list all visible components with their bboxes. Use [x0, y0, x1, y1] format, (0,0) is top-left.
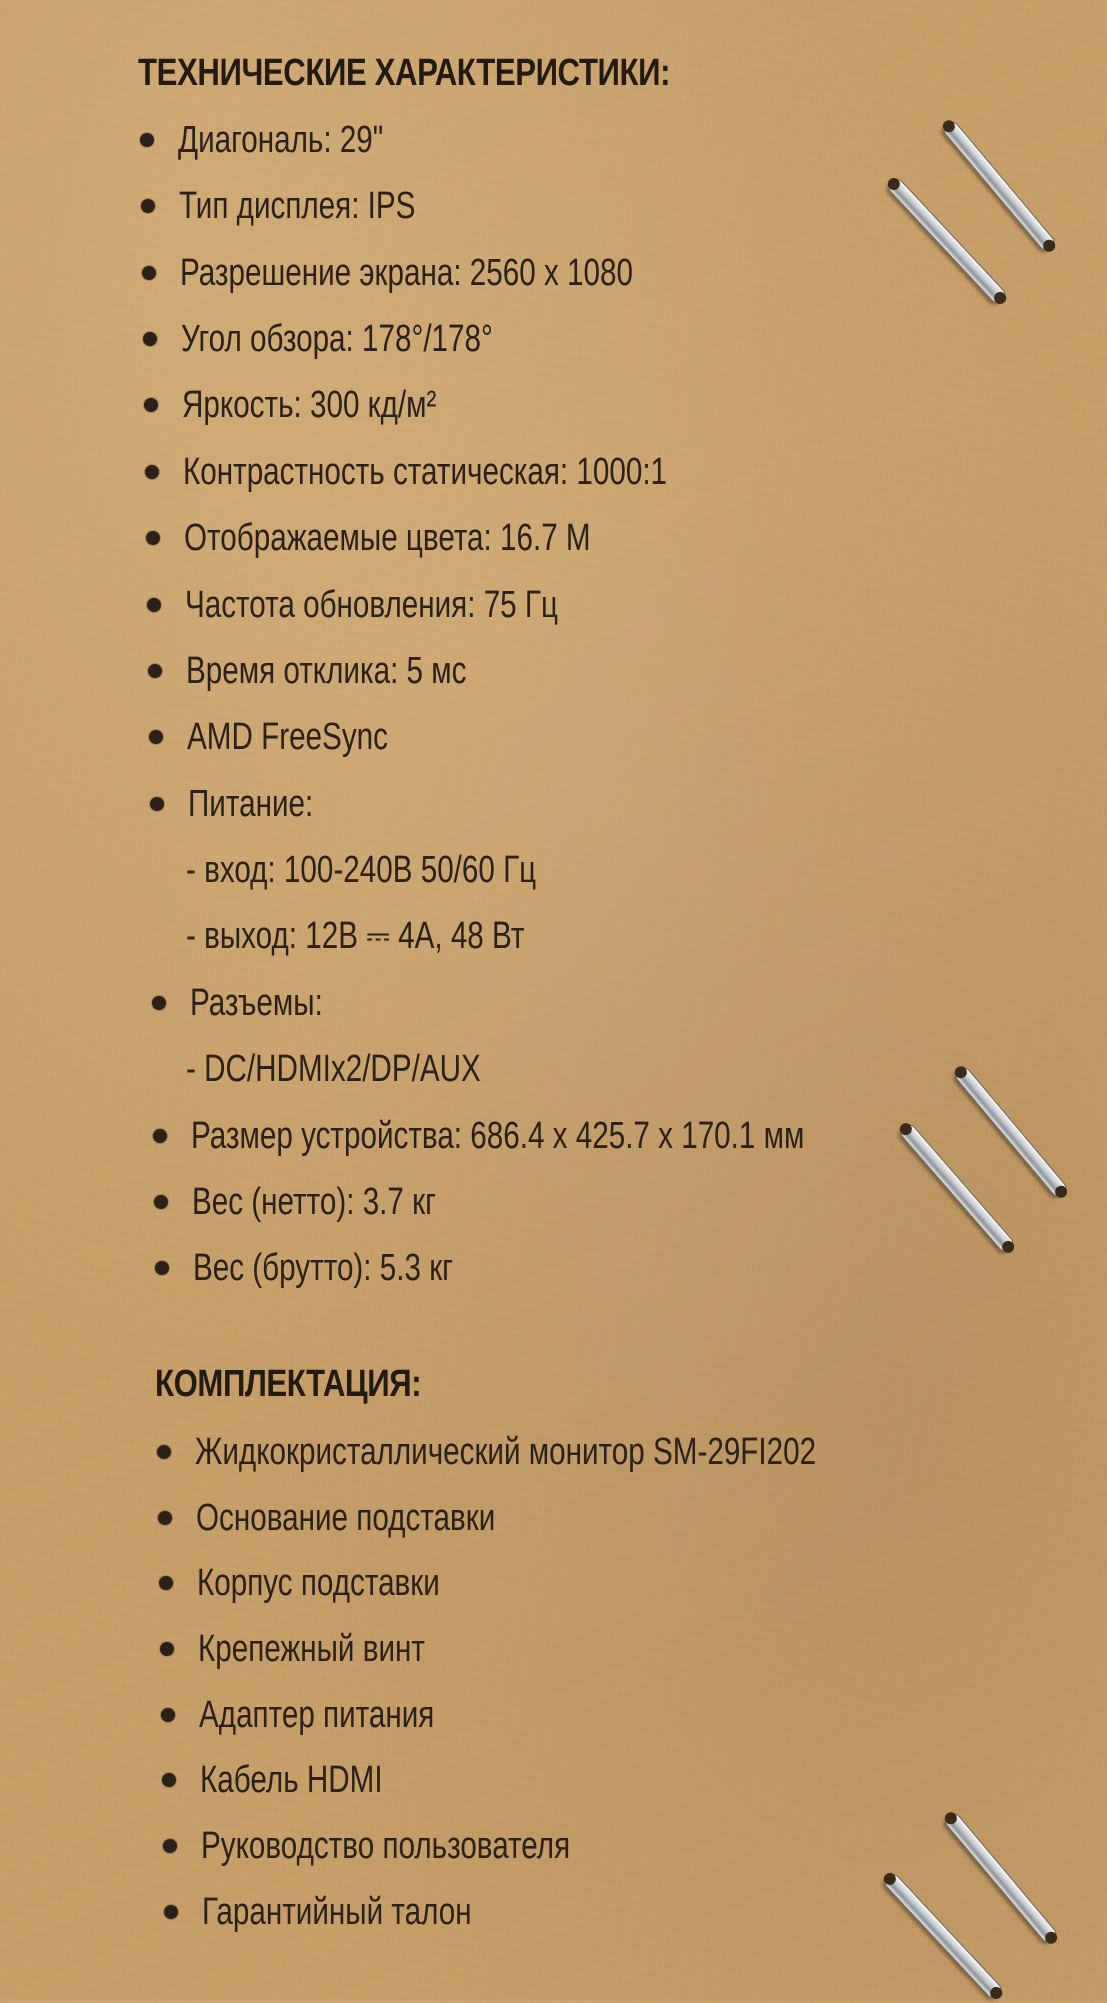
- bullet-icon: [148, 664, 162, 678]
- staple-icon: [943, 1811, 1059, 1945]
- package-item-label: Жидкокристаллический монитор SM-29FI202: [195, 1431, 817, 1473]
- bullet-icon: [155, 1261, 169, 1275]
- bullet-icon: [144, 398, 158, 412]
- spec-item-label: Время отклика: 5 мс: [186, 650, 467, 692]
- spec-item-label: Размер устройства: 686.4 х 425.7 х 170.1 мм: [191, 1115, 805, 1157]
- spec-item-label: Питание:: [188, 783, 314, 825]
- bullet-icon: [164, 1905, 178, 1919]
- bullet-icon: [142, 266, 156, 280]
- bullet-icon: [157, 1445, 171, 1459]
- staple-icon: [898, 1122, 1016, 1255]
- package-heading: КОМПЛЕКТАЦИЯ:: [155, 1363, 422, 1405]
- package-item-label: Корпус подставки: [197, 1562, 440, 1604]
- package-item-label: Кабель HDMI: [200, 1759, 383, 1801]
- spec-item-label: - вход: 100-240В 50/60 Гц: [186, 849, 537, 891]
- bullet-icon: [150, 797, 164, 811]
- staple-icon: [886, 176, 1008, 305]
- spec-item-label: Отображаемые цвета: 16.7 М: [184, 517, 591, 559]
- staple-icon: [953, 1065, 1069, 1199]
- bullet-icon: [149, 730, 163, 744]
- package-item-label: Гарантийный талон: [202, 1891, 472, 1933]
- spec-item-label: Разъемы:: [190, 982, 323, 1024]
- specs-heading: ТЕХНИЧЕСКИЕ ХАРАКТЕРИСТИКИ:: [138, 52, 671, 94]
- package-item-label: Адаптер питания: [199, 1694, 435, 1736]
- spec-item-label: Частота обновления: 75 Гц: [185, 584, 558, 626]
- package-item-label: Руководство пользователя: [201, 1825, 571, 1867]
- spec-item-label: Контрастность статическая: 1000:1: [183, 451, 668, 493]
- bullet-icon: [143, 332, 157, 346]
- spec-item-label: Яркость: 300 кд/м²: [182, 384, 437, 426]
- spec-item-label: Тип дисплея: IPS: [179, 185, 416, 227]
- spec-item-label: Вес (нетто): 3.7 кг: [192, 1181, 436, 1223]
- bullet-icon: [161, 1708, 175, 1722]
- package-item-label: Основание подставки: [196, 1497, 496, 1539]
- bullet-icon: [160, 1642, 174, 1656]
- bullet-icon: [158, 1511, 172, 1525]
- bullet-icon: [147, 598, 161, 612]
- spec-item-label: Угол обзора: 178°/178°: [181, 318, 493, 360]
- bullet-icon: [153, 1129, 167, 1143]
- bullet-icon: [141, 199, 155, 213]
- package-item-label: Крепежный винт: [198, 1628, 425, 1670]
- bullet-icon: [159, 1576, 173, 1590]
- spec-item-label: Вес (брутто): 5.3 кг: [193, 1247, 453, 1289]
- bullet-icon: [152, 996, 166, 1010]
- bullet-icon: [154, 1195, 168, 1209]
- bullet-icon: [140, 133, 154, 147]
- staple-icon: [882, 1871, 1004, 2000]
- bullet-icon: [145, 465, 159, 479]
- staple-icon: [941, 119, 1057, 253]
- spec-item-label: Разрешение экрана: 2560 х 1080: [180, 252, 633, 294]
- bullet-icon: [163, 1839, 177, 1853]
- spec-item-label: AMD FreeSync: [187, 716, 388, 758]
- bullet-icon: [146, 531, 160, 545]
- spec-item-label: Диагональ: 29": [178, 119, 384, 161]
- spec-item-label: - DC/HDMIx2/DP/AUX: [186, 1048, 481, 1090]
- spec-item-label: - выход: 12В ⎓ 4А, 48 Вт: [186, 915, 525, 957]
- bullet-icon: [162, 1773, 176, 1787]
